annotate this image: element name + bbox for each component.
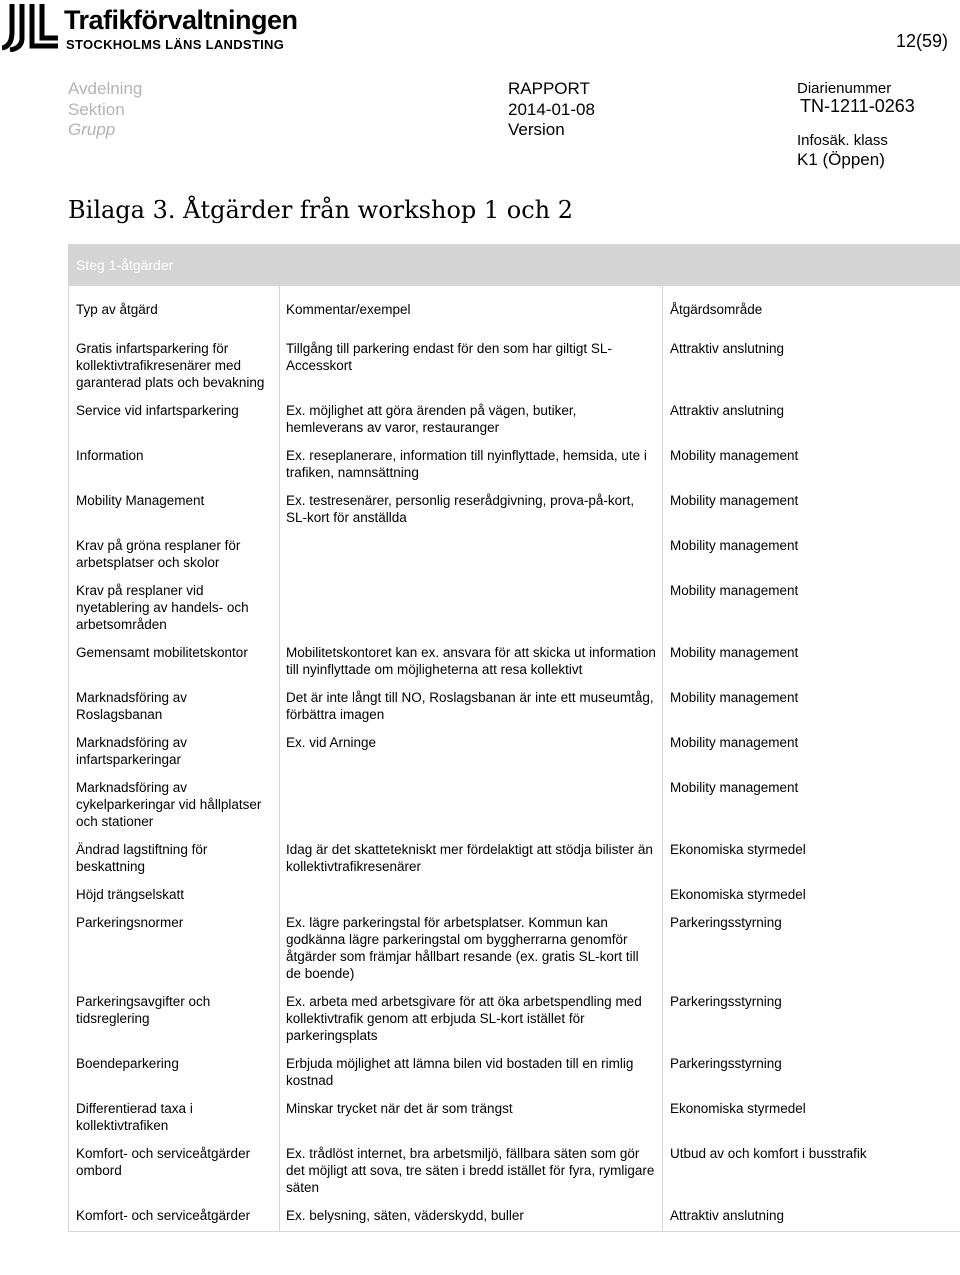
page-number: 12(59) — [895, 31, 948, 51]
report-version: Version — [508, 120, 565, 139]
comment-cell: Mobilitetskontoret kan ex. ansvara för att skicka ut information till nyinflyttade om möjligheterna att resa kollektivt — [280, 640, 663, 685]
page-title: Bilaga 3. Åtgärder från workshop 1 och 2 — [68, 196, 574, 224]
area-cell: Parkeringsstyrning — [663, 910, 960, 989]
comment-cell: Tillgång till parkering endast för den som har giltigt SL-Accesskort — [280, 336, 663, 398]
table-row — [69, 1051, 960, 1096]
column-header: Typ av åtgärd — [69, 286, 280, 337]
area-cell: Parkeringsstyrning — [663, 1051, 960, 1096]
table-row — [69, 989, 960, 1051]
table-row — [69, 730, 960, 775]
table-row — [69, 1203, 960, 1232]
comment-cell — [280, 578, 663, 640]
group-label: Grupp — [68, 120, 116, 139]
table-row — [69, 443, 960, 488]
report-date: 2014-01-08 — [508, 99, 595, 119]
comment-cell: Idag är det skattetekniskt mer fördelaktigt att stödja bilister än kollektivtrafikresenärer — [280, 837, 663, 882]
action-type-cell: Marknadsföring av Roslagsbanan — [69, 685, 280, 730]
report-type: RAPPORT — [508, 79, 590, 98]
table-row — [69, 685, 960, 730]
area-cell: Mobility management — [663, 775, 960, 837]
action-type-cell: Marknadsföring av infartsparkeringar — [69, 730, 280, 775]
area-cell: Ekonomiska styrmedel — [663, 837, 960, 882]
classification-value: K1 (Öppen) — [797, 150, 885, 169]
comment-cell: Erbjuda möjlighet att lämna bilen vid bostaden till en rimlig kostnad — [280, 1051, 663, 1096]
comment-cell: Ex. belysning, säten, väderskydd, buller — [280, 1203, 663, 1232]
actions-table — [68, 244, 960, 1232]
diarie-label: Diarienummer — [797, 80, 892, 97]
area-cell: Mobility management — [663, 443, 960, 488]
comment-cell: Ex. testresenärer, personlig reserådgivning, prova-på-kort, SL-kort för anställda — [280, 488, 663, 533]
header-department-block — [68, 79, 142, 141]
column-header: Kommentar/exempel — [280, 286, 663, 337]
area-cell: Ekonomiska styrmedel — [663, 882, 960, 910]
action-type-cell: Parkeringsavgifter och tidsreglering — [69, 989, 280, 1051]
column-header-row — [69, 286, 960, 337]
action-type-cell: Gemensamt mobilitetskontor — [69, 640, 280, 685]
comment-cell: Det är inte långt till NO, Roslagsbanan är inte ett museumtåg, förbättra imagen — [280, 685, 663, 730]
action-type-cell: Komfort- och serviceåtgärder — [69, 1203, 280, 1232]
action-type-cell: Parkeringsnormer — [69, 910, 280, 989]
comment-cell: Minskar trycket när det är som trängst — [280, 1096, 663, 1141]
area-cell: Mobility management — [663, 640, 960, 685]
comment-cell: Ex. lägre parkeringstal för arbetsplatser. Kommun kan godkänna lägre parkeringstal om byggherrarna genomför åtgärder som främjar hållbart resande (ex. gratis SL-kort till de boende) — [280, 910, 663, 989]
table-row — [69, 398, 960, 443]
table-row — [69, 775, 960, 837]
table-row — [69, 910, 960, 989]
action-type-cell: Boendeparkering — [69, 1051, 280, 1096]
area-cell: Mobility management — [663, 730, 960, 775]
brand-name: Trafikförvaltningen — [64, 5, 298, 35]
area-cell: Mobility management — [663, 578, 960, 640]
table-row — [69, 640, 960, 685]
action-type-cell: Krav på resplaner vid nyetablering av handels- och arbetsområden — [69, 578, 280, 640]
area-cell: Utbud av och komfort i busstrafik — [663, 1141, 960, 1203]
area-cell: Attraktiv anslutning — [663, 398, 960, 443]
table-row — [69, 336, 960, 398]
table-row — [69, 1096, 960, 1141]
comment-cell: Ex. reseplanerare, information till nyinflyttade, hemsida, ute i trafiken, namnsättning — [280, 443, 663, 488]
logo — [2, 2, 322, 52]
table-row — [69, 488, 960, 533]
comment-cell — [280, 882, 663, 910]
classification-label: Infosäk. klass — [797, 132, 888, 149]
action-type-cell: Höjd trängselskatt — [69, 882, 280, 910]
column-header: Åtgärdsområde — [663, 286, 960, 337]
comment-cell — [280, 775, 663, 837]
comment-cell: Ex. arbeta med arbetsgivare för att öka arbetspendling med kollektivtrafik genom att erbjuda SL-kort istället för parkeringsplats — [280, 989, 663, 1051]
brand-subtitle: STOCKHOLMS LÄNS LANDSTING — [66, 37, 285, 52]
comment-cell — [280, 533, 663, 578]
area-cell: Ekonomiska styrmedel — [663, 1096, 960, 1141]
action-type-cell: Krav på gröna resplaner för arbetsplatser och skolor — [69, 533, 280, 578]
section-header: Steg 1-åtgärder — [69, 245, 960, 286]
action-type-cell: Gratis infartsparkering för kollektivtrafikresenärer med garanterad plats och bevakning — [69, 336, 280, 398]
action-type-cell: Differentierad taxa i kollektivtrafiken — [69, 1096, 280, 1141]
action-type-cell: Marknadsföring av cykelparkeringar vid hållplatser och stationer — [69, 775, 280, 837]
area-cell: Mobility management — [663, 533, 960, 578]
table-row — [69, 837, 960, 882]
table-row — [69, 882, 960, 910]
action-type-cell: Service vid infartsparkering — [69, 398, 280, 443]
comment-cell: Ex. möjlighet att göra ärenden på vägen, butiker, hemleverans av varor, restauranger — [280, 398, 663, 443]
header-report-block — [508, 79, 595, 141]
action-type-cell: Information — [69, 443, 280, 488]
area-cell: Attraktiv anslutning — [663, 336, 960, 398]
area-cell: Mobility management — [663, 488, 960, 533]
department-label: Avdelning — [68, 79, 143, 98]
comment-cell: Ex. trådlöst internet, bra arbetsmiljö, fällbara säten som gör det möjligt att sova, tre säten i bredd istället för fyra, rymligare säten — [280, 1141, 663, 1203]
area-cell: Parkeringsstyrning — [663, 989, 960, 1051]
table-row — [69, 1141, 960, 1203]
action-type-cell: Mobility Management — [69, 488, 280, 533]
section-label: Sektion — [68, 99, 125, 119]
comment-cell: Ex. vid Arninge — [280, 730, 663, 775]
table-row — [69, 578, 960, 640]
action-type-cell: Ändrad lagstiftning för beskattning — [69, 837, 280, 882]
action-type-cell: Komfort- och serviceåtgärder ombord — [69, 1141, 280, 1203]
logo-mark-icon — [2, 2, 60, 52]
area-cell: Mobility management — [663, 685, 960, 730]
table-row — [69, 533, 960, 578]
diarie-value: TN-1211-0263 — [800, 96, 915, 116]
area-cell: Attraktiv anslutning — [663, 1203, 960, 1232]
